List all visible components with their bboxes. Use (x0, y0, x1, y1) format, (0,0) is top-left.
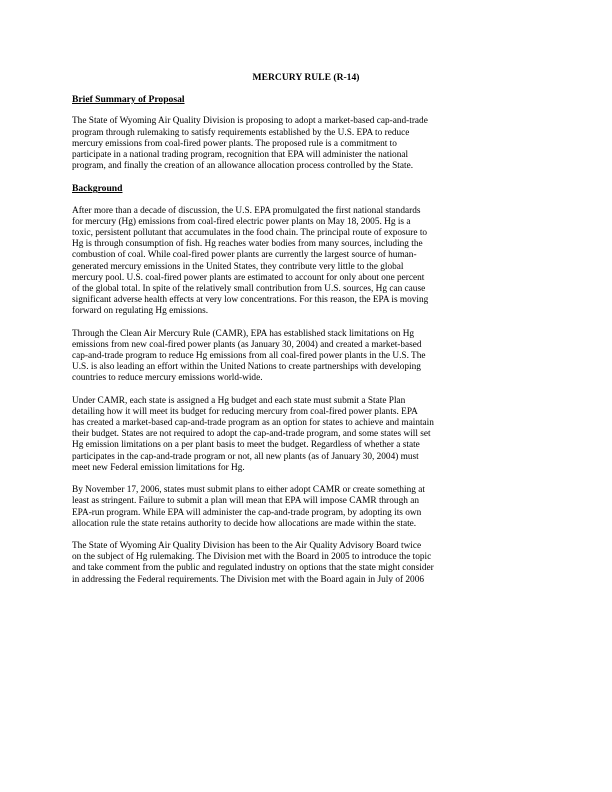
document-title: MERCURY RULE (R-14) (252, 72, 360, 83)
summary-paragraph: The State of Wyoming Air Quality Division is proposing to adopt a market-based cap-and-trade program through rulemaking to satisfy requirements established by the U.S. EPA to reduce mercury emissions from coal-fired power plants. The proposed rule is a commitment to participate in a national trading program, recognition that EPA will administer the national program, and finally the creation of an allowance allocation process controlled by the State. (72, 116, 428, 172)
background-paragraph-4: By November 17, 2006, states must submit plans to either adopt CAMR or create something at least as stringent. Failure to submit a plan will mean that EPA will impose CAMR through an EPA-run program. While EPA will administer the cap-and-trade program, by adopting its own allocation rule the state retains authority to decide how allocations are made within the state. (72, 485, 425, 529)
background-paragraph-2: Through the Clean Air Mercury Rule (CAMR), EPA has established stack limitations on Hg emissions from new coal-fired power plants (as January 30, 2004) and created a market-based cap-and-trade program to reduce Hg emissions from all coal-fired power plants in the U.S. The U.S. is also leading an effort within the United Nations to create partnerships with developing countries to reduce mercury emissions world-wide. (72, 328, 426, 384)
background-paragraph-3: Under CAMR, each state is assigned a Hg budget and each state must submit a State Plan detailing how it will meet its budget for reducing mercury from coal-fired power plants. EPA has created a market-based cap-and-trade program as an option for states to achieve and maintain their budget. States are not required to adopt the cap-and-trade program, and some states will set Hg emission limitations on a per plant basis to meet the budget. Regardless of whether a state participates in the cap-and-trade program or not, all new plants (as of January 30, 2004) must meet new Federal emission limitations for Hg. (72, 395, 434, 473)
background-paragraph-1: After more than a decade of discussion, the U.S. EPA promulgated the first national standards for mercury (Hg) emissions from coal-fired electric power plants on May 18, 2005. Hg is a toxic, persistent pollutant that accumulates in the food chain. The principal route of exposure to Hg is through consumption of fish. Hg reaches water bodies from many sources, including the combustion of coal. While coal-fired power plants are currently the largest source of human- generated mercury emissions in the United States, they contribute very little to the global mercury pool. U.S. coal-fired power plants are estimated to account for only about one percent of the global total. In spite of the relatively small contribution from U.S. sources, Hg can cause significant adverse health effects at very low concentrations. For this reason, the EPA is moving forward on regulating Hg emissions. (72, 205, 429, 317)
document-page (72, 72, 540, 597)
section-heading-background: Background (72, 183, 123, 195)
background-paragraph-5: The State of Wyoming Air Quality Division has been to the Air Quality Advisory Board twice on the subject of Hg rulemaking. The Division met with the Board in 2005 to introduce the topic and take comment from the public and regulated industry on options that the state might consider in addressing the Federal requirements. The Division met with the Board again in July of 2006 (72, 540, 434, 585)
section-heading-summary: Brief Summary of Proposal (72, 94, 185, 106)
